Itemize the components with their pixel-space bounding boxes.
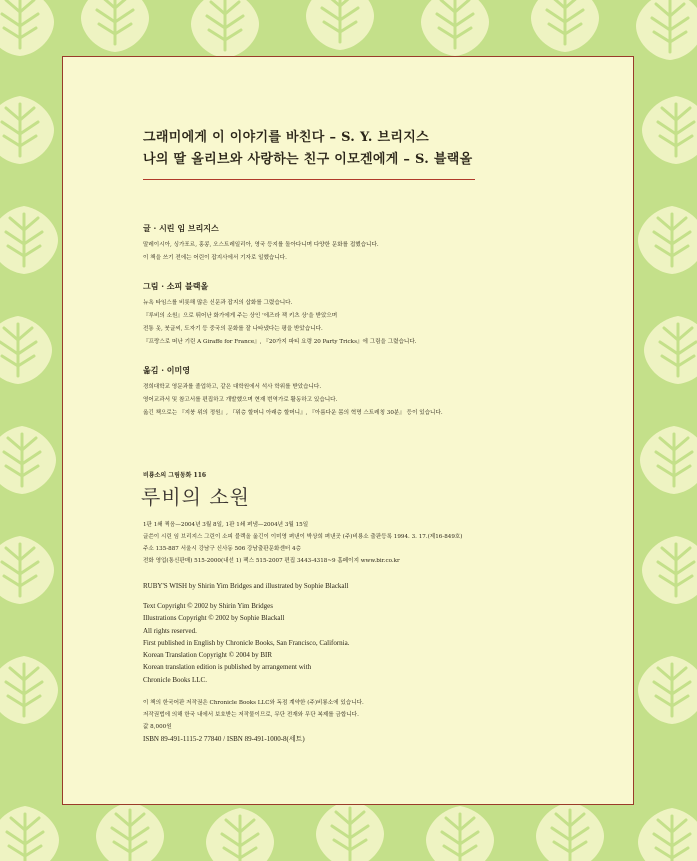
dedication-line-2: 나의 딸 올리브와 사랑하는 친구 이모겐에게 – S. 블랙올: [143, 152, 473, 167]
rubys-wish-credit: RUBY'S WISH by Shirin Yim Bridges and illustrated by Sophie Blackall: [143, 582, 349, 590]
dedication-line-1: 그래미에게 이 이야기를 바친다 – S. Y. 브리지스: [143, 130, 429, 145]
illustrator-line: 뉴욕 타임스를 비롯해 많은 신문과 잡지의 삽화를 그렸습니다.: [143, 300, 293, 306]
copyright-notice: [143, 600, 583, 686]
publication-line: 1판 1쇄 찍음—2004년 3월 8일, 1판 1쇄 펴냄—2004년 3월 15일: [143, 522, 309, 528]
author-bio: [143, 223, 583, 265]
publication-info: [143, 519, 583, 567]
translator-line: 경희대학교 영문과를 졸업하고, 같은 대학원에서 석사 학위를 받았습니다.: [143, 384, 322, 390]
copyright-line: First published in English by Chronicle Books, San Francisco, California.: [143, 638, 350, 647]
book-title: 루비의 소원: [141, 485, 250, 509]
isbn: ISBN 89-491-1115-2 77840 / ISBN 89-491-1000-8(세트): [143, 735, 305, 743]
illustrator-line: 전통 옷, 붓글씨, 도자기 등 중국의 문화를 잘 나타냈다는 평을 받았습니다.: [143, 326, 323, 332]
copyright-line: All rights reserved.: [143, 626, 197, 635]
rights-line: 저작권법에 의해 한국 내에서 보호받는 저작물이므로, 무단 전재와 무단 복제를 금합니다.: [143, 712, 359, 718]
price: 값 8,000원: [143, 724, 172, 730]
publication-line: 주소 135-887 서울시 강남구 신사동 506 강남출판문화센터 4층: [143, 546, 301, 552]
original-title-credit: [143, 580, 583, 592]
dedication: [143, 127, 475, 171]
copyright-line: Illustrations Copyright © 2002 by Sophie Blackall: [143, 614, 285, 623]
copyright-line: Text Copyright © 2002 by Shirin Yim Bridges: [143, 602, 273, 610]
publication-line: 전화 영업(통신판매) 515-2000(내선 1) 팩스 515-2007 편집 3443-4318~9 홈페이지 www.bir.co.kr: [143, 558, 400, 564]
rights-line: 이 책의 한국어판 저작권은 Chronicle Books LLC와 독점 계약한 (주)비룡소에 있습니다.: [143, 700, 364, 706]
translator-line: 영어교과서 및 참고서를 편집하고 개발했으며 현재 번역가로 활동하고 있습니다.: [143, 397, 338, 403]
author-line: 이 책을 쓰기 전에는 어린이 잡지사에서 기자로 일했습니다.: [143, 255, 287, 261]
author-line: 말레이시아, 싱가포르, 홍콩, 오스트레일리아, 영국 등지를 돌아다니며 다양한 문화를 접했습니다.: [143, 242, 379, 248]
dedication-divider: [143, 179, 475, 180]
translator-title: 옮김 · 이미영: [143, 365, 190, 375]
rights-and-price: [143, 697, 583, 745]
illustrator-line: 『프랑스로 떠난 기린 A Giraffe for France』, 『20가지 파티 요령 20 Party Tricks』에 그림을 그렸습니다.: [143, 339, 417, 345]
series-label: 비룡소의 그림동화 116: [143, 472, 207, 479]
copyright-line: Chronicle Books LLC.: [143, 675, 207, 684]
publication-line: 글쓴이 시린 임 브리지스 그린이 소피 블랙올 옮긴이 이미영 펴낸이 박상희 펴낸곳 (주)비룡소 출판등록 1994. 3. 17.(제16-849호): [143, 534, 463, 540]
copyright-page-panel: [62, 56, 634, 805]
translator-bio: [143, 365, 583, 420]
illustrator-title: 그림 · 소피 블랙올: [143, 281, 209, 291]
illustrator-line: 『루비의 소원』으로 뛰어난 화가에게 주는 상인 '에즈라 잭 키츠 상'을 받았으며: [143, 313, 338, 319]
copyright-line: Korean Translation Copyright © 2004 by BIR: [143, 651, 272, 660]
illustrator-bio: [143, 281, 583, 349]
translator-line: 옮긴 책으로는 『지붕 위의 정원』, 『위층 할머니 아래층 할머니』, 『아름다운 몸의 혁명 스트레칭 30분』 등이 있습니다.: [143, 410, 443, 416]
copyright-line: Korean translation edition is published by arrangement with: [143, 663, 312, 672]
author-title: 글 · 시린 임 브리지스: [143, 223, 219, 233]
